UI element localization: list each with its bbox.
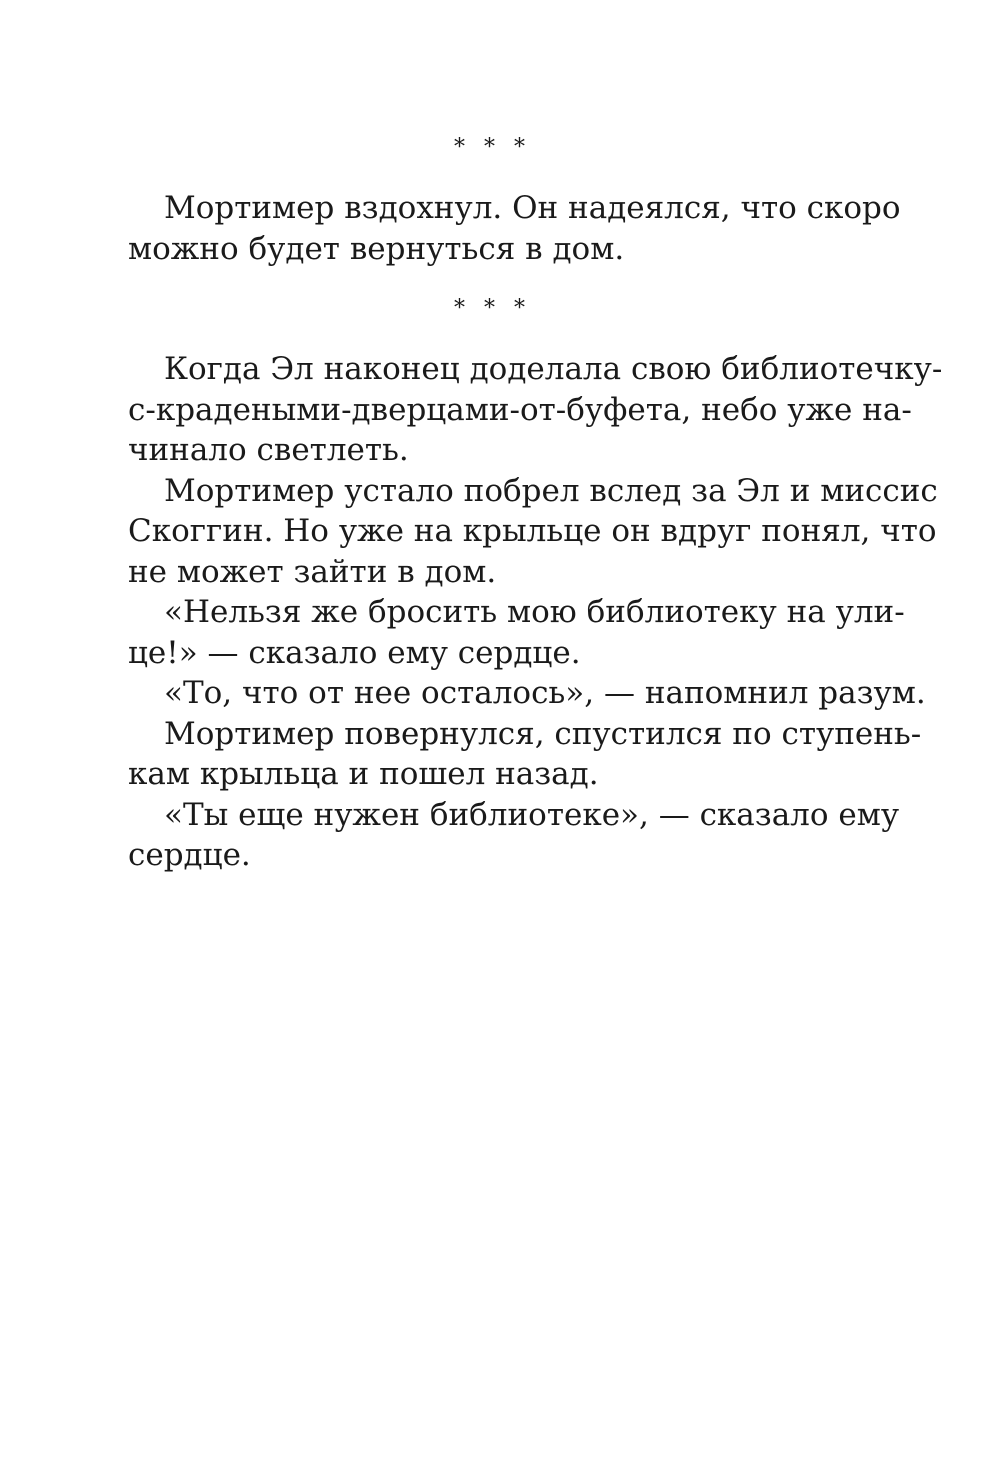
paragraph — [128, 471, 938, 593]
text-line: можно будет вернуться в дом. — [128, 230, 625, 267]
section-separator: * * * — [454, 296, 531, 321]
page-text — [128, 128, 943, 876]
text-line: Мортимер устало побрел вслед за Эл и миссис — [164, 472, 938, 509]
section-separator: * * * — [454, 135, 531, 160]
text-line: чинало светлеть. — [128, 432, 409, 468]
text-line: сердце. — [128, 837, 251, 873]
paragraph — [128, 795, 900, 876]
text-line: це!» — сказало ему сердце. — [128, 634, 581, 671]
text-line: кам крыльца и пошел назад. — [128, 756, 599, 792]
text-line: «Ты еще нужен библиотеке», — сказало ему — [164, 796, 900, 833]
paragraph — [128, 188, 901, 269]
text-line: не может зайти в дом. — [128, 553, 497, 590]
text-line: с-крадеными-дверцами-от-буфета, небо уже на- — [128, 391, 912, 428]
paragraph — [128, 714, 922, 795]
text-line: «Нельзя же бросить мою библиотеку на ули- — [164, 594, 905, 630]
text-line: Когда Эл наконец доделала свою библиотечку- — [164, 351, 943, 387]
text-line: Мортимер повернулся, спустился по ступень- — [164, 715, 922, 752]
paragraph — [128, 673, 926, 714]
text-line: Скоггин. Но уже на крыльце он вдруг понял, что — [128, 513, 937, 549]
text-line: Мортимер вздохнул. Он надеялся, что скоро — [164, 190, 901, 226]
paragraph — [128, 592, 905, 673]
text-line: «То, что от нее осталось», — напомнил разум. — [164, 675, 926, 711]
paragraph — [128, 349, 943, 471]
